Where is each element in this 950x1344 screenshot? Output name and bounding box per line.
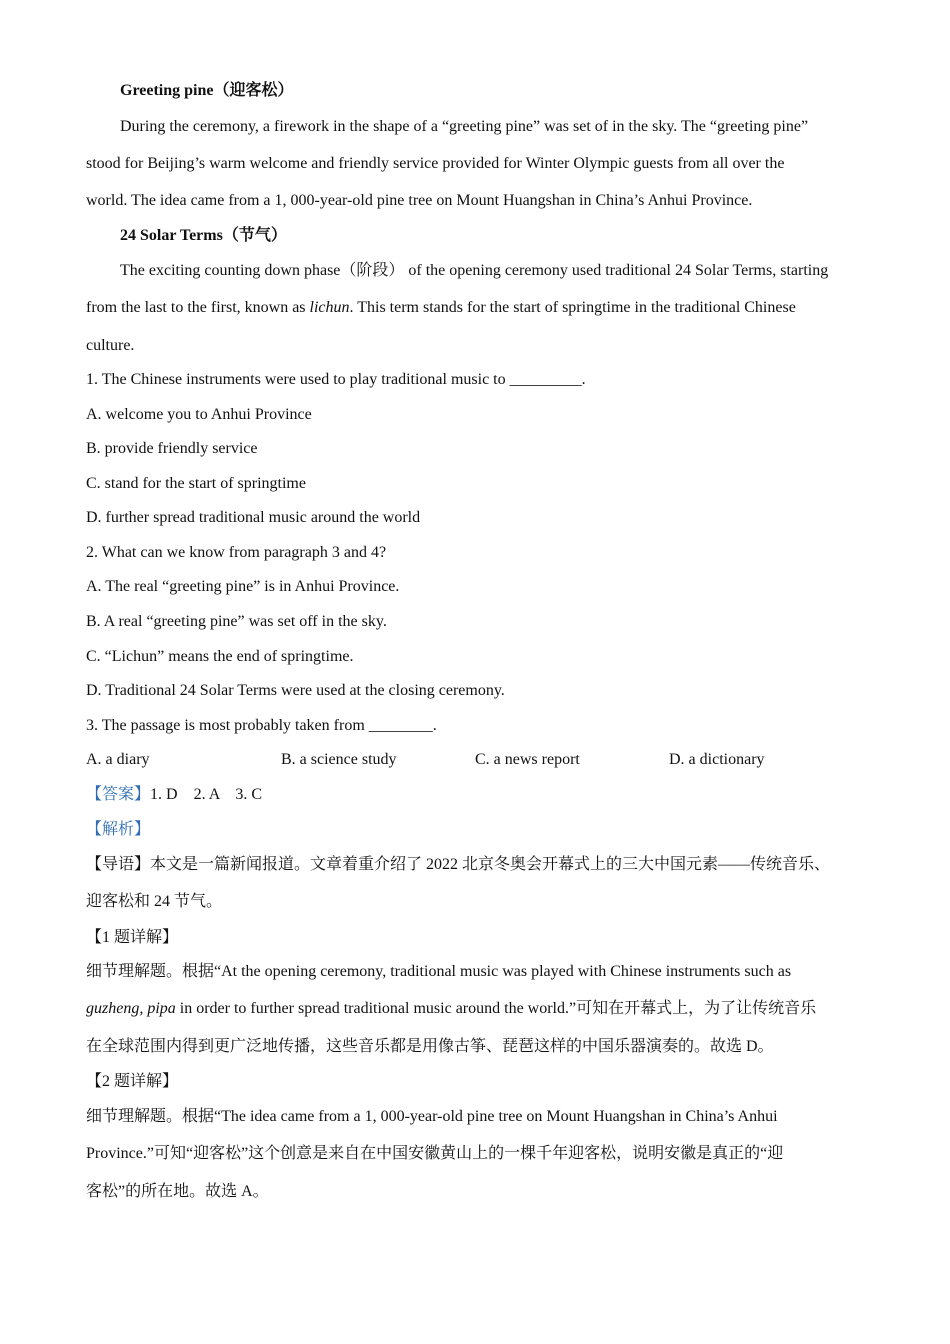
paragraph-line: world. The idea came from a 1, 000-year-old pine tree on Mount Huangshan in China’s Anhui Province.: [86, 192, 753, 209]
text-run: . This term stands for the start of springtime in the traditional Chinese: [349, 299, 796, 316]
detail-2-line: 细节理解题。根据“The idea came from a 1, 000-year-old pine tree on Mount Huangshan in China’s Anhui: [86, 1108, 778, 1125]
detail-1-line: 在全球范围内得到更广泛地传播，这些音乐都是用像古筝、琵琶这样的中国乐器演奏的。故选 D。: [86, 1038, 774, 1055]
detail-2-line: 客松”的所在地。故选 A。: [86, 1183, 269, 1200]
question-1-option-a: A. welcome you to Anhui Province: [86, 406, 312, 423]
guide-text: 本文是一篇新闻报道。文章着重介绍了 2022 北京冬奥会开幕式上的三大中国元素——传统音乐、: [150, 856, 831, 873]
detail-2-label: 【2 题详解】: [86, 1073, 179, 1090]
section-heading-greeting-pine: Greeting pine（迎客松）: [120, 82, 294, 99]
text-run: from the last to the first, known as: [86, 299, 310, 316]
guide-line: 迎客松和 24 节气。: [86, 893, 223, 910]
section-heading-solar-terms: 24 Solar Terms（节气）: [120, 227, 287, 244]
answer-label: 【答案】: [86, 786, 151, 803]
question-3-option-a: A. a diary: [86, 751, 150, 768]
paragraph-line: [86, 298, 796, 318]
question-1-option-d: D. further spread traditional music around the world: [86, 509, 421, 526]
text-run: in order to further spread traditional music around the world.”可知在开幕式上，为了让传统音乐: [175, 1000, 817, 1017]
question-3-option-b: B. a science study: [281, 751, 397, 768]
detail-1-line: 细节理解题。根据“At the opening ceremony, traditional music was played with Chinese instruments such as: [86, 963, 792, 980]
paragraph-line: stood for Beijing’s warm welcome and friendly service provided for Winter Olympic guests from all over the: [86, 155, 785, 172]
question-2-option-a: A. The real “greeting pine” is in Anhui Province.: [86, 578, 400, 595]
detail-2-line: Province.”可知“迎客松”这个创意是来自在中国安徽黄山上的一棵千年迎客松，说明安徽是真正的“迎: [86, 1145, 784, 1162]
answer-line: [86, 785, 262, 805]
italic-term: lichun: [309, 299, 350, 316]
guide-line: [86, 855, 830, 875]
paragraph-line: During the ceremony, a firework in the shape of a “greeting pine” was set of in the sky. The “greeting pine”: [120, 118, 809, 135]
question-2-option-b: B. A real “greeting pine” was set off in the sky.: [86, 613, 387, 630]
question-2-option-c: C. “Lichun” means the end of springtime.: [86, 648, 354, 665]
question-3-option-c: C. a news report: [475, 751, 580, 768]
guide-label: 【导语】: [86, 856, 151, 873]
detail-1-label: 【1 题详解】: [86, 929, 179, 946]
paragraph-line: culture.: [86, 337, 135, 354]
italic-term: guzheng, pipa: [86, 1000, 176, 1017]
analysis-label: 【解析】: [86, 821, 151, 838]
question-1-option-c: C. stand for the start of springtime: [86, 475, 306, 492]
detail-1-line: [86, 999, 816, 1019]
question-3-option-d: D. a dictionary: [669, 751, 765, 768]
question-2-stem: 2. What can we know from paragraph 3 and 4?: [86, 544, 387, 561]
question-1-stem: 1. The Chinese instruments were used to play traditional music to _________.: [86, 371, 586, 388]
question-1-option-b: B. provide friendly service: [86, 440, 258, 457]
question-2-option-d: D. Traditional 24 Solar Terms were used at the closing ceremony.: [86, 682, 505, 699]
paragraph-line: The exciting counting down phase（阶段） of the opening ceremony used traditional 24 Solar Terms, starting: [120, 262, 829, 279]
question-3-stem: 3. The passage is most probably taken from ________.: [86, 717, 437, 734]
answer-text: 1. D 2. A 3. C: [150, 786, 263, 803]
